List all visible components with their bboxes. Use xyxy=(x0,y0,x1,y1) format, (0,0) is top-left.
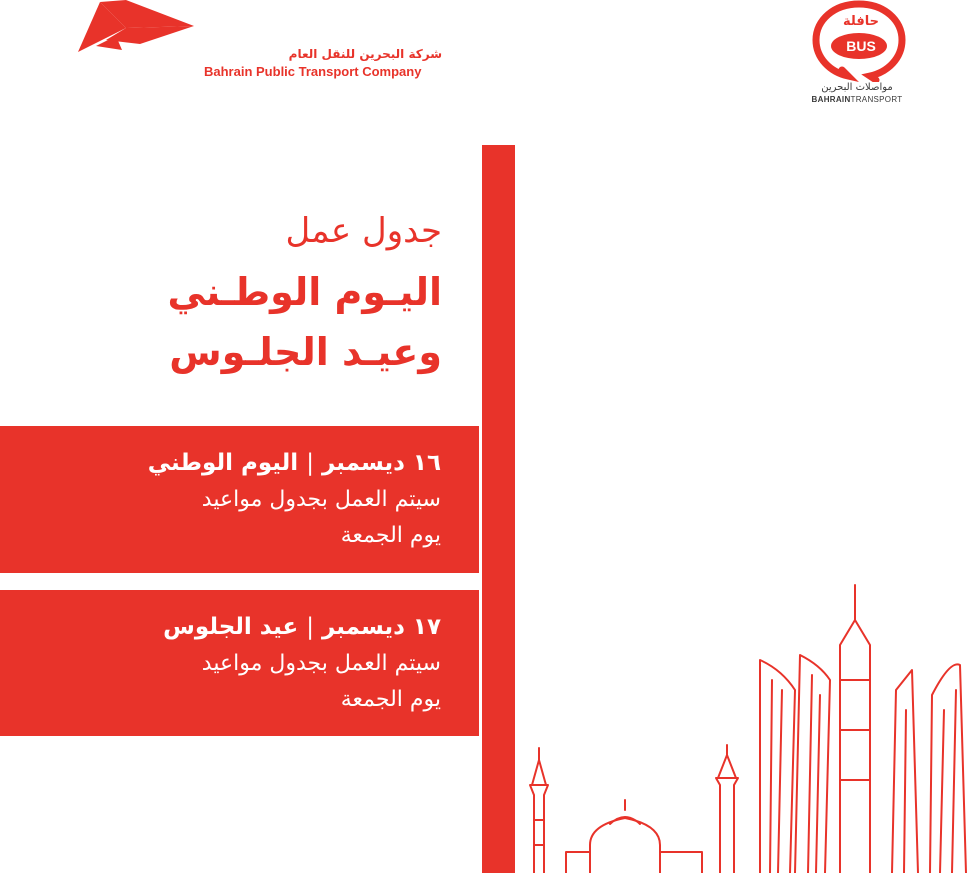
bahrain-transport-logo xyxy=(805,0,915,110)
bptc-arrow-icon xyxy=(70,0,200,60)
vertical-accent-bar xyxy=(482,145,515,873)
bahrain-transport-arabic: مواصلات البحرين xyxy=(821,82,893,93)
announcement-line-2: يوم الجمعة xyxy=(340,523,441,548)
announcement-heading xyxy=(0,590,441,642)
title-line-2: اليـوم الوطـني xyxy=(167,270,442,314)
separator: | xyxy=(306,450,314,476)
announcement-body xyxy=(0,482,441,554)
bus-arabic-label: حافلة xyxy=(843,14,879,29)
bus-label: BUS xyxy=(846,38,876,54)
title-line-1: جدول عمل xyxy=(285,211,442,251)
bahrain-transport-english: BAHRAINTRANSPORT xyxy=(811,95,903,104)
skyline-illustration xyxy=(520,580,979,873)
announcement-line-1: سيتم العمل بجدول مواعيد xyxy=(201,651,441,676)
separator: | xyxy=(306,614,314,640)
bptc-logo xyxy=(70,0,442,90)
announcement-occasion: عيد الجلوس xyxy=(163,614,299,640)
announcement-body xyxy=(0,646,441,718)
announcement-occasion: اليوم الوطني xyxy=(147,450,299,476)
announcement-line-2: يوم الجمعة xyxy=(340,687,441,712)
page-title xyxy=(60,200,442,382)
announcement-accession-day xyxy=(0,590,479,736)
announcement-national-day xyxy=(0,426,479,573)
bptc-arabic-name: شركة البحرين للنقل العام xyxy=(288,47,442,61)
announcement-line-1: سيتم العمل بجدول مواعيد xyxy=(201,487,441,512)
announcement-date: ١٦ ديسمبر xyxy=(321,450,441,476)
title-line-3: وعيـد الجلـوس xyxy=(169,330,442,374)
announcement-date: ١٧ ديسمبر xyxy=(321,614,441,640)
announcement-heading xyxy=(0,426,441,478)
bptc-english-name: Bahrain Public Transport Company xyxy=(204,64,422,79)
